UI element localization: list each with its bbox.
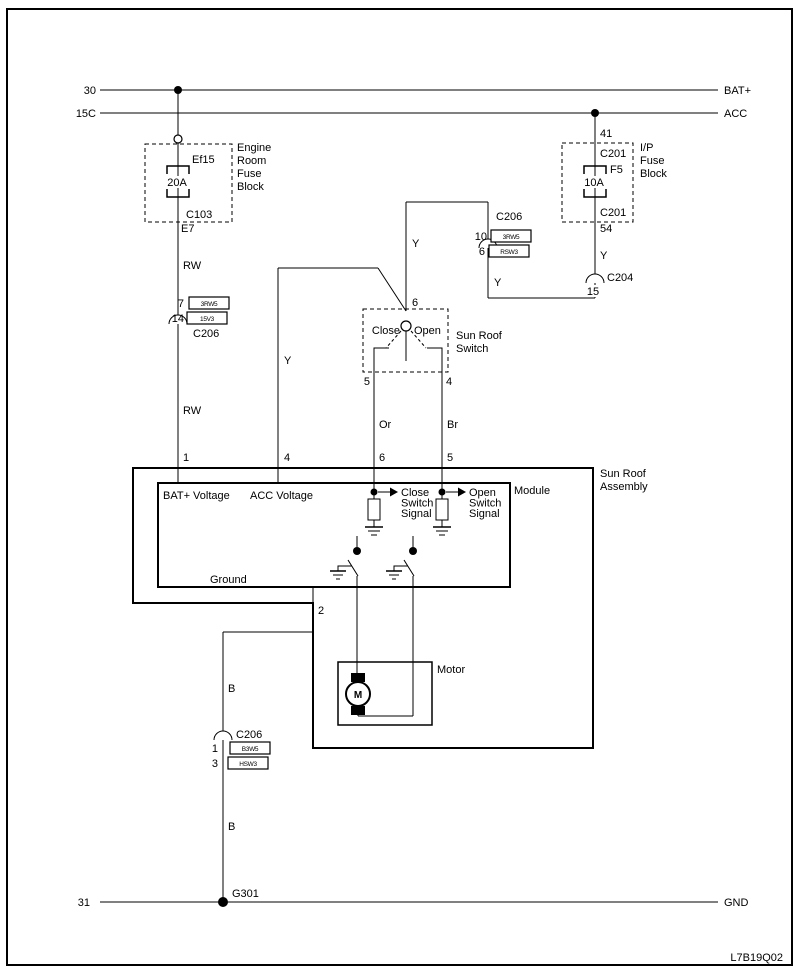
rail-gnd-label: GND bbox=[724, 897, 749, 909]
connector-name: C206 bbox=[193, 328, 220, 340]
pin-54: 54 bbox=[600, 223, 613, 235]
pin-7: 7 bbox=[177, 298, 184, 310]
open-signal-line2: Switch bbox=[469, 497, 502, 510]
pin-10: 10 bbox=[474, 231, 487, 243]
block-label-line1: Engine bbox=[237, 142, 272, 154]
connector-arc bbox=[214, 731, 232, 740]
connector-c204 bbox=[584, 272, 633, 298]
junction-dot bbox=[439, 489, 446, 496]
connector-name: C204 bbox=[607, 272, 634, 284]
motor-drive-switch-right bbox=[386, 536, 417, 716]
ground-point-g301: G301 bbox=[232, 888, 259, 900]
wire-color-b-1: B bbox=[228, 683, 236, 695]
page-frame bbox=[7, 9, 792, 965]
motor-brush-bottom bbox=[351, 706, 365, 715]
contact-dot bbox=[353, 547, 361, 555]
switch-title-line1: Sun Roof bbox=[456, 330, 502, 342]
switch-open-label: Open bbox=[414, 325, 441, 337]
switch-title-line2: Switch bbox=[456, 343, 489, 355]
rail-bat-label: BAT+ bbox=[724, 85, 752, 97]
wire-color-rw-2: RW bbox=[183, 405, 202, 417]
option-code-1: 3RW5 bbox=[502, 234, 520, 241]
option-code-2: HSW3 bbox=[239, 761, 257, 768]
pulldown-resistor bbox=[368, 499, 380, 520]
fuse-terminal-circle bbox=[174, 135, 182, 143]
open-contact-wire bbox=[427, 348, 442, 492]
close-signal-line3: Signal bbox=[401, 508, 432, 520]
connector-c103: C103 bbox=[186, 209, 213, 221]
option-code-2: 15V3 bbox=[200, 316, 214, 323]
close-signal-input bbox=[365, 487, 433, 535]
rail-30-label: 30 bbox=[83, 85, 96, 97]
close-signal-line2: Switch bbox=[401, 497, 434, 510]
block-label-line1: I/P bbox=[640, 142, 654, 154]
fuse-rating: 10A bbox=[584, 177, 604, 189]
rail-15c-label: 15C bbox=[75, 108, 96, 120]
motor-brush-top bbox=[351, 673, 365, 682]
wire-color-b-2: B bbox=[228, 821, 236, 833]
ground-symbol bbox=[330, 571, 346, 579]
switch-blade bbox=[348, 560, 358, 576]
wire-color-br: Br bbox=[447, 419, 458, 431]
connector-c206-c bbox=[212, 729, 270, 770]
connector-c201-bottom: C201 bbox=[600, 207, 627, 219]
block-label-line3: Block bbox=[640, 168, 667, 180]
ground-symbol bbox=[433, 527, 451, 535]
wire-color-y-c206: Y bbox=[494, 277, 502, 289]
switch-pin-5: 5 bbox=[363, 376, 370, 388]
power-rail-30 bbox=[84, 85, 751, 97]
wire-color-y-switch: Y bbox=[412, 238, 420, 250]
signal-arrow bbox=[458, 488, 466, 497]
assembly-title-line2: Assembly bbox=[600, 481, 648, 493]
open-signal-line1: Open bbox=[469, 487, 496, 499]
assembly-title-line1: Sun Roof bbox=[600, 468, 646, 480]
option-code-1: 3RW5 bbox=[200, 301, 218, 308]
switch-pivot bbox=[401, 321, 411, 331]
pin-15: 15 bbox=[586, 286, 600, 298]
connector-c201-top: C201 bbox=[600, 148, 627, 160]
acc-voltage-label: ACC Voltage bbox=[250, 490, 313, 502]
option-code-1: B3W5 bbox=[241, 746, 259, 753]
fuse-name: F5 bbox=[610, 164, 623, 176]
rail-acc-label: ACC bbox=[724, 108, 748, 120]
module-pin-5: 5 bbox=[447, 452, 454, 464]
signal-arrow bbox=[390, 488, 398, 497]
module-pin-1: 1 bbox=[183, 452, 190, 464]
switch-pin-4: 4 bbox=[446, 376, 453, 388]
ground-symbol bbox=[386, 571, 402, 579]
bat-feed-wire bbox=[178, 90, 202, 483]
acc-feed-wire bbox=[278, 113, 595, 483]
wire-color-y-acc: Y bbox=[284, 355, 292, 367]
module-label: Module bbox=[514, 485, 551, 497]
switch-close-label: Close bbox=[371, 325, 400, 337]
pin-3: 3 bbox=[211, 758, 218, 770]
open-signal-input bbox=[433, 487, 501, 535]
switch-pin-6: 6 bbox=[412, 297, 419, 309]
block-label-line2: Fuse bbox=[640, 155, 665, 167]
switch-blade bbox=[404, 560, 414, 576]
rail-31-label: 31 bbox=[77, 897, 90, 909]
ground-label: Ground bbox=[210, 574, 247, 586]
pin-14: 14 bbox=[171, 313, 184, 325]
block-label-line3: Fuse bbox=[237, 168, 262, 180]
power-rail-acc bbox=[76, 108, 747, 120]
block-label-line2: Room bbox=[237, 155, 267, 167]
junction-dot bbox=[371, 489, 378, 496]
diagram-code: L7B19Q02 bbox=[730, 952, 783, 964]
fuse-name: Ef15 bbox=[192, 154, 215, 166]
connector-arc bbox=[586, 274, 604, 283]
pin-e7: E7 bbox=[181, 223, 195, 235]
wire-color-or: Or bbox=[379, 419, 392, 431]
close-signal-line1: Close bbox=[401, 487, 430, 499]
motor-m: M bbox=[353, 690, 363, 701]
option-code-2: RSW3 bbox=[500, 249, 518, 256]
sun-roof-assembly bbox=[133, 468, 648, 748]
module-pin-2: 2 bbox=[318, 605, 325, 617]
connector-name: C206 bbox=[496, 211, 523, 223]
pin-41: 41 bbox=[600, 128, 613, 140]
module-pin-6: 6 bbox=[379, 452, 386, 464]
module-pin-4: 4 bbox=[284, 452, 291, 464]
pin-1: 1 bbox=[211, 743, 218, 755]
connector-name: C206 bbox=[236, 729, 263, 741]
ip-fuse-block bbox=[562, 128, 667, 262]
engine-room-fuse-block bbox=[145, 135, 271, 235]
motor-label: Motor bbox=[437, 664, 466, 676]
power-rail-gnd bbox=[78, 888, 749, 909]
pin-6: 6 bbox=[478, 246, 485, 258]
g301-junction-dot bbox=[218, 897, 228, 907]
ground-symbol bbox=[365, 527, 383, 535]
block-label-line4: Block bbox=[237, 181, 264, 193]
bat-voltage-label: BAT+ Voltage bbox=[163, 490, 230, 502]
connector-c206-b bbox=[475, 211, 531, 258]
wire-color-y-ip: Y bbox=[600, 250, 608, 262]
fuse-rating: 20A bbox=[167, 177, 187, 189]
motor-drive-switch-left bbox=[330, 536, 361, 673]
open-signal-line3: Signal bbox=[469, 508, 500, 520]
pulldown-resistor bbox=[436, 499, 448, 520]
contact-dot bbox=[409, 547, 417, 555]
sun-roof-switch bbox=[363, 309, 503, 492]
wire-color-rw-1: RW bbox=[183, 260, 202, 272]
